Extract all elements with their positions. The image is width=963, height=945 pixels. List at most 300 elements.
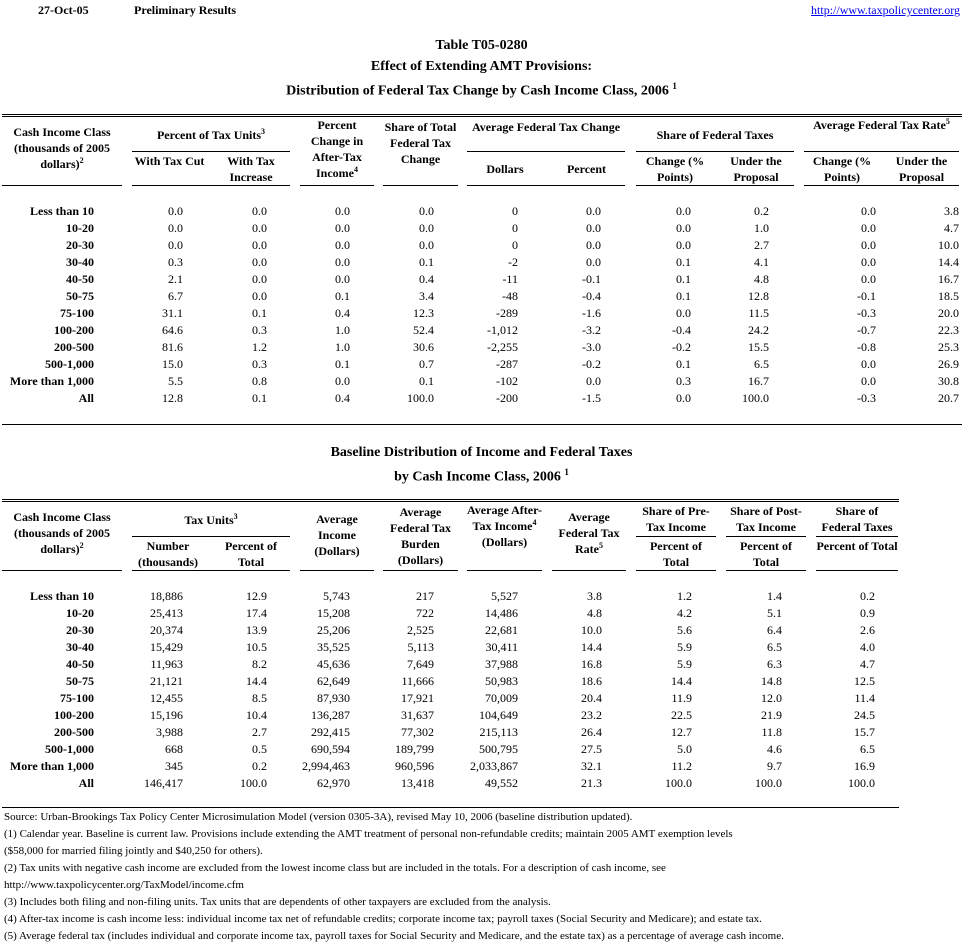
table-cell: 17,921 <box>401 691 434 705</box>
income-class-label: 100-200 <box>54 708 94 722</box>
table-cell: 5,527 <box>491 589 518 603</box>
income-class-label: 40-50 <box>66 272 94 286</box>
table-cell: 4.7 <box>860 657 875 671</box>
table-cell: 2.7 <box>252 725 267 739</box>
table-cell: 0.4 <box>335 391 350 405</box>
table-cell: 70,009 <box>485 691 518 705</box>
table-cell: 4.8 <box>587 606 602 620</box>
table-row <box>0 237 963 254</box>
table-row <box>0 254 963 271</box>
th-share-under-proposal: Under the Proposal <box>730 154 782 184</box>
table-row <box>0 758 963 775</box>
table-cell: -0.1 <box>582 272 601 286</box>
th-with-tax-increase: With Tax Increase <box>227 154 275 184</box>
income-class-label: 500-1,000 <box>45 742 94 756</box>
table-cell: 136,287 <box>311 708 350 722</box>
table-cell: 11.4 <box>854 691 875 705</box>
table-cell: 0 <box>512 238 518 252</box>
table-cell: 77,302 <box>401 725 434 739</box>
table-cell: 0.0 <box>168 204 183 218</box>
table-cell: 1.2 <box>252 340 267 354</box>
th-rate-change-pts: Change (% Points) <box>812 154 872 184</box>
table-cell: 87,930 <box>317 691 350 705</box>
table-cell: 4.1 <box>754 255 769 269</box>
table-row <box>0 203 963 220</box>
income-class-label: 50-75 <box>66 289 94 303</box>
table-cell: 0.0 <box>676 238 691 252</box>
income-class-label: 100-200 <box>54 323 94 337</box>
table-cell: 31.1 <box>162 306 183 320</box>
table-cell: 0.0 <box>252 272 267 286</box>
table2-bottom-rule <box>2 807 899 808</box>
table-cell: 50,983 <box>485 674 518 688</box>
table-cell: 0.2 <box>754 204 769 218</box>
rule <box>2 185 122 186</box>
rule <box>467 185 625 186</box>
table-cell: 22,681 <box>485 623 518 637</box>
table-row <box>0 673 963 690</box>
table-cell: 500,795 <box>479 742 518 756</box>
table-cell: 30,411 <box>485 640 518 654</box>
table-row <box>0 271 963 288</box>
table-row <box>0 741 963 758</box>
table-cell: 0.1 <box>676 272 691 286</box>
table-cell: 0.2 <box>860 589 875 603</box>
table-cell: 1.4 <box>767 589 782 603</box>
table-cell: 10.0 <box>938 238 959 252</box>
table-cell: 0.2 <box>252 759 267 773</box>
table-cell: 0.0 <box>861 272 876 286</box>
table-cell: 15.7 <box>854 725 875 739</box>
income-class-label: All <box>78 391 94 405</box>
table-cell: 2.6 <box>860 623 875 637</box>
th-avg-income: Average Income (Dollars) <box>314 512 360 558</box>
table-row <box>0 305 963 322</box>
footnote: ($58,000 for married filing jointly and $40,250 for others). <box>4 845 263 857</box>
table-row <box>0 390 963 407</box>
table-cell: 12,455 <box>150 691 183 705</box>
table2-subtitle <box>0 463 963 487</box>
table-row <box>0 288 963 305</box>
rule <box>726 570 806 571</box>
th-avg-fed-tax-rate <box>804 117 959 133</box>
income-class-label: 500-1,000 <box>45 357 94 371</box>
table-cell: 0.8 <box>252 374 267 388</box>
table-cell: 22.3 <box>938 323 959 337</box>
table-cell: 215,113 <box>479 725 518 739</box>
table-cell: 100.0 <box>755 776 782 790</box>
table-cell: 15,196 <box>150 708 183 722</box>
table-cell: 21.9 <box>761 708 782 722</box>
table-cell: 4.7 <box>944 221 959 235</box>
report-status: Preliminary Results <box>134 3 237 17</box>
table-cell: 5,113 <box>407 640 434 654</box>
table-cell: 30.6 <box>413 340 434 354</box>
th-share-total-change: Share of Total Federal Tax Change <box>384 120 457 166</box>
rule <box>383 570 458 571</box>
table-cell: 0.0 <box>586 238 601 252</box>
table-cell: 5.6 <box>677 623 692 637</box>
table-cell: 4.2 <box>677 606 692 620</box>
footnote-ref: 1 <box>672 81 677 91</box>
table-cell: 100.0 <box>848 776 875 790</box>
table-cell: 0.1 <box>335 289 350 303</box>
table-cell: 104,649 <box>479 708 518 722</box>
table-cell: 14.4 <box>938 255 959 269</box>
th-text: Average Federal Tax Rate <box>558 510 620 556</box>
income-class-label: 200-500 <box>54 340 94 354</box>
table-cell: 0.0 <box>335 204 350 218</box>
rule <box>132 536 290 537</box>
table-cell: 22.5 <box>671 708 692 722</box>
table-cell: 24.2 <box>748 323 769 337</box>
table-cell: 20.7 <box>938 391 959 405</box>
table-cell: 52.4 <box>413 323 434 337</box>
table-cell: 4.8 <box>754 272 769 286</box>
source-note: Source: Urban-Brookings Tax Policy Center Microsimulation Model (version 0305-3A), revised May 10, 2006 (baseline distribution updated). <box>4 811 633 823</box>
footnote: (1) Calendar year. Baseline is current law. Provisions include extending the AMT treatment of personal non-refundable credits; maintain 2005 AMT exemption levels <box>4 828 733 840</box>
th-text: (Dollars) <box>481 535 528 549</box>
table-row <box>0 622 963 639</box>
table-cell: 0.0 <box>676 306 691 320</box>
th-pct-total-post: Percent of Total <box>739 539 793 569</box>
table-cell: 62,970 <box>317 776 350 790</box>
table-cell: 14.4 <box>246 674 267 688</box>
income-class-label: 20-30 <box>66 238 94 252</box>
income-class-label: More than 1,000 <box>9 759 94 773</box>
table-cell: -2,255 <box>487 340 518 354</box>
table-cell: 6.7 <box>168 289 183 303</box>
table-cell: 5.0 <box>677 742 692 756</box>
table-cell: 0.1 <box>676 255 691 269</box>
footnote-ref: 3 <box>233 512 238 521</box>
income-class-label: 10-20 <box>66 221 94 235</box>
table-cell: 0.0 <box>252 289 267 303</box>
rule <box>383 185 458 186</box>
table-cell: 0.7 <box>419 357 434 371</box>
table-cell: 668 <box>165 742 183 756</box>
table-cell: 37,988 <box>485 657 518 671</box>
rule <box>804 185 959 186</box>
table-cell: 11.9 <box>671 691 692 705</box>
th-text: Percent of Tax Units <box>156 128 262 142</box>
income-class-label: More than 1,000 <box>9 374 94 388</box>
table-row <box>0 339 963 356</box>
table-cell: 0.0 <box>168 221 183 235</box>
table-cell: 217 <box>416 589 434 603</box>
th-text: Percent Change in After-Tax Income <box>310 118 364 180</box>
th-text: Average After-Tax Income <box>467 503 542 533</box>
rule <box>804 151 959 152</box>
footnote-ref: 2 <box>79 156 84 165</box>
table-cell: 0.1 <box>335 357 350 371</box>
table-cell: 0 <box>512 204 518 218</box>
income-class-label: 30-40 <box>66 640 94 654</box>
table-cell: -11 <box>502 272 518 286</box>
table-cell: 722 <box>416 606 434 620</box>
income-class-label: 75-100 <box>60 691 94 705</box>
table-cell: 0.4 <box>335 306 350 320</box>
table-cell: 18,886 <box>150 589 183 603</box>
table-cell: 21.3 <box>581 776 602 790</box>
table-row <box>0 373 963 390</box>
table-cell: 292,415 <box>311 725 350 739</box>
footnote-ref: 2 <box>79 541 84 550</box>
th-income-class-text: Cash Income Class (thousands of 2005 dollars) <box>13 125 111 171</box>
table-cell: 2,525 <box>407 623 434 637</box>
table-cell: 4.6 <box>767 742 782 756</box>
table-row <box>0 220 963 237</box>
table-cell: 7,649 <box>407 657 434 671</box>
footnote: http://www.taxpolicycenter.org/TaxModel/income.cfm <box>4 879 244 891</box>
table-cell: 11,666 <box>401 674 434 688</box>
table-row <box>0 724 963 741</box>
footnote-ref: 1 <box>564 467 569 477</box>
table-cell: 0.1 <box>419 255 434 269</box>
rule <box>816 536 898 537</box>
table-cell: 14,486 <box>485 606 518 620</box>
table-cell: 25.3 <box>938 340 959 354</box>
table-cell: 2,994,463 <box>302 759 350 773</box>
income-class-label: 50-75 <box>66 674 94 688</box>
table-cell: 45,636 <box>317 657 350 671</box>
table-cell: 13.9 <box>246 623 267 637</box>
th-percent-of-total: Percent of Total <box>224 539 278 569</box>
table-cell: 12.5 <box>854 674 875 688</box>
table-cell: 3.8 <box>587 589 602 603</box>
table-cell: 15,429 <box>150 640 183 654</box>
th-pct-change-after-tax <box>300 117 374 181</box>
rule <box>132 185 290 186</box>
income-class-label: Less than 10 <box>29 589 94 603</box>
table-cell: 10.0 <box>581 623 602 637</box>
table-cell: 17.4 <box>246 606 267 620</box>
table-cell: 0.3 <box>252 357 267 371</box>
rule <box>636 185 794 186</box>
table-cell: 960,596 <box>395 759 434 773</box>
income-class-label: 40-50 <box>66 657 94 671</box>
income-class-label: 200-500 <box>54 725 94 739</box>
th-avg-after-tax-income <box>467 502 542 550</box>
tpc-website-link[interactable]: http://www.taxpolicycenter.org <box>811 3 960 17</box>
table1-subtitle-text: Distribution of Federal Tax Change by Cash Income Class, 2006 <box>286 83 669 99</box>
th-avg-fed-tax-change: Average Federal Tax Change <box>471 120 621 134</box>
th-income-class <box>2 509 122 557</box>
table-cell: -1,012 <box>487 323 518 337</box>
table-cell: 12.8 <box>162 391 183 405</box>
rule <box>816 570 898 571</box>
table-cell: 189,799 <box>395 742 434 756</box>
table-cell: 10.4 <box>246 708 267 722</box>
table-cell: 2.7 <box>754 238 769 252</box>
table-cell: -0.2 <box>672 340 691 354</box>
th-text: Average Federal Tax Rate <box>813 118 946 132</box>
th-pct-total-taxes: Percent of Total <box>816 539 898 553</box>
table-row <box>0 690 963 707</box>
table-cell: 8.2 <box>252 657 267 671</box>
table-cell: -289 <box>496 306 518 320</box>
table2-top-rule <box>2 499 899 502</box>
table-row <box>0 639 963 656</box>
table1-subtitle <box>0 77 963 101</box>
th-pct-total-pre: Percent of Total <box>649 539 703 569</box>
table-cell: 23.2 <box>581 708 602 722</box>
table-cell: 0.0 <box>419 221 434 235</box>
th-number: Number (thousands) <box>137 539 199 569</box>
table-cell: -48 <box>502 289 518 303</box>
table-cell: 16.7 <box>748 374 769 388</box>
table-cell: 0.0 <box>252 204 267 218</box>
table-cell: 9.7 <box>767 759 782 773</box>
th-dollars: Dollars <box>486 162 524 176</box>
table-cell: 1.0 <box>335 323 350 337</box>
table-cell: 11.8 <box>761 725 782 739</box>
table-cell: 0.1 <box>676 357 691 371</box>
table-cell: 100.0 <box>407 391 434 405</box>
table-cell: 0.0 <box>335 255 350 269</box>
table-cell: 12.0 <box>761 691 782 705</box>
table1-bottom-rule <box>2 424 962 425</box>
table-cell: 16.8 <box>581 657 602 671</box>
income-class-label: 10-20 <box>66 606 94 620</box>
footnote-ref: 4 <box>532 518 537 527</box>
table2-title: Baseline Distribution of Income and Federal Taxes <box>330 445 633 460</box>
report-date: 27-Oct-05 <box>38 3 89 17</box>
table-cell: -3.2 <box>582 323 601 337</box>
table-cell: 0.0 <box>419 238 434 252</box>
table-cell: 26.9 <box>938 357 959 371</box>
th-share-fed-taxes: Share of Federal Taxes <box>656 128 774 142</box>
income-class-label: 30-40 <box>66 255 94 269</box>
table-cell: 64.6 <box>162 323 183 337</box>
table-cell: 6.4 <box>767 623 782 637</box>
rule <box>300 185 374 186</box>
footnote: (2) Tax units with negative cash income are excluded from the lowest income class but are included in the totals. For a description of cash income, see <box>4 862 666 874</box>
table-cell: 0.0 <box>335 272 350 286</box>
table-cell: -0.2 <box>582 357 601 371</box>
table-cell: 690,594 <box>311 742 350 756</box>
rule <box>300 570 374 571</box>
table-cell: -102 <box>496 374 518 388</box>
table-cell: 10.5 <box>246 640 267 654</box>
table-cell: 11,963 <box>150 657 183 671</box>
table-cell: 20.0 <box>938 306 959 320</box>
table-cell: 12.7 <box>671 725 692 739</box>
table-cell: 5.1 <box>767 606 782 620</box>
table-cell: 0.0 <box>586 374 601 388</box>
table-cell: 12.9 <box>246 589 267 603</box>
table-cell: 0.0 <box>252 238 267 252</box>
footnote-ref: 5 <box>599 541 603 550</box>
table-cell: -287 <box>496 357 518 371</box>
income-class-label: 75-100 <box>60 306 94 320</box>
table-cell: 18.6 <box>581 674 602 688</box>
table-cell: -0.1 <box>857 289 876 303</box>
table-cell: 18.5 <box>938 289 959 303</box>
footnote-ref: 5 <box>945 117 950 126</box>
th-text: Tax Units <box>184 513 234 527</box>
table-cell: 0.0 <box>419 204 434 218</box>
th-rate-under-proposal: Under the Proposal <box>895 154 948 184</box>
table-cell: 13,418 <box>401 776 434 790</box>
table-cell: -0.4 <box>672 323 691 337</box>
table-row <box>0 707 963 724</box>
table-cell: 15.5 <box>748 340 769 354</box>
table-cell: 3.8 <box>944 204 959 218</box>
table-cell: 345 <box>165 759 183 773</box>
th-percent: Percent <box>566 162 607 176</box>
table-cell: 100.0 <box>665 776 692 790</box>
table-cell: 0.0 <box>861 221 876 235</box>
table-cell: 16.7 <box>938 272 959 286</box>
rule <box>132 151 290 152</box>
table-cell: 0.0 <box>861 204 876 218</box>
table-cell: 15.0 <box>162 357 183 371</box>
table-cell: 27.5 <box>581 742 602 756</box>
footnote-ref: 4 <box>354 165 358 174</box>
table-cell: 0.0 <box>676 204 691 218</box>
table-cell: 0 <box>512 221 518 235</box>
table-cell: 0.0 <box>676 221 691 235</box>
table-cell: 5.9 <box>677 640 692 654</box>
table-row <box>0 605 963 622</box>
th-share-fed-taxes: Share of Federal Taxes <box>821 504 893 534</box>
table-cell: 0.0 <box>586 221 601 235</box>
table-cell: 11.2 <box>671 759 692 773</box>
table-row <box>0 588 963 605</box>
table-cell: 0.3 <box>676 374 691 388</box>
table-row <box>0 656 963 673</box>
footnote: (4) After-tax income is cash income less: individual income tax net of refundable credits; corporate income tax; payroll taxes (Social Security and Medicare); and estate tax. <box>4 913 762 925</box>
income-class-label: All <box>78 776 94 790</box>
table-cell: 14.4 <box>671 674 692 688</box>
table-row <box>0 322 963 339</box>
table-cell: 0.0 <box>861 255 876 269</box>
income-class-label: Less than 10 <box>29 204 94 218</box>
table1-title-id: Table T05-0280 <box>435 38 528 53</box>
table-cell: 0.0 <box>252 221 267 235</box>
table-cell: 20,374 <box>150 623 183 637</box>
table-cell: 1.2 <box>677 589 692 603</box>
table1-title: Effect of Extending AMT Provisions: <box>370 59 593 74</box>
table-cell: 15,208 <box>317 606 350 620</box>
table-cell: -3.0 <box>582 340 601 354</box>
table-cell: -200 <box>496 391 518 405</box>
rule <box>636 536 716 537</box>
table-cell: 62,649 <box>317 674 350 688</box>
table-cell: 81.6 <box>162 340 183 354</box>
table-cell: 0.0 <box>676 391 691 405</box>
table-cell: 0.1 <box>419 374 434 388</box>
table-cell: 0.0 <box>861 374 876 388</box>
footnote: (5) Average federal tax (includes individual and corporate income tax, payroll taxes for Social Security and Medicare, and the estate tax) as a percentage of average cash income. <box>4 930 784 942</box>
table-cell: 14.4 <box>581 640 602 654</box>
table-cell: 4.0 <box>860 640 875 654</box>
table-cell: 0.0 <box>861 357 876 371</box>
th-income-class-text: Cash Income Class (thousands of 2005 dollars) <box>13 510 111 556</box>
table-cell: -2 <box>508 255 518 269</box>
rule <box>132 570 290 571</box>
table-cell: 0.9 <box>860 606 875 620</box>
table-row <box>0 356 963 373</box>
th-share-change-pts: Change (% Points) <box>645 154 705 184</box>
table-cell: -1.6 <box>582 306 601 320</box>
table-cell: 49,552 <box>485 776 518 790</box>
rule <box>726 536 806 537</box>
th-share-pre-tax: Share of Pre-Tax Income <box>642 504 710 534</box>
table-cell: 0.3 <box>252 323 267 337</box>
th-share-post-tax: Share of Post-Tax Income <box>730 504 802 534</box>
